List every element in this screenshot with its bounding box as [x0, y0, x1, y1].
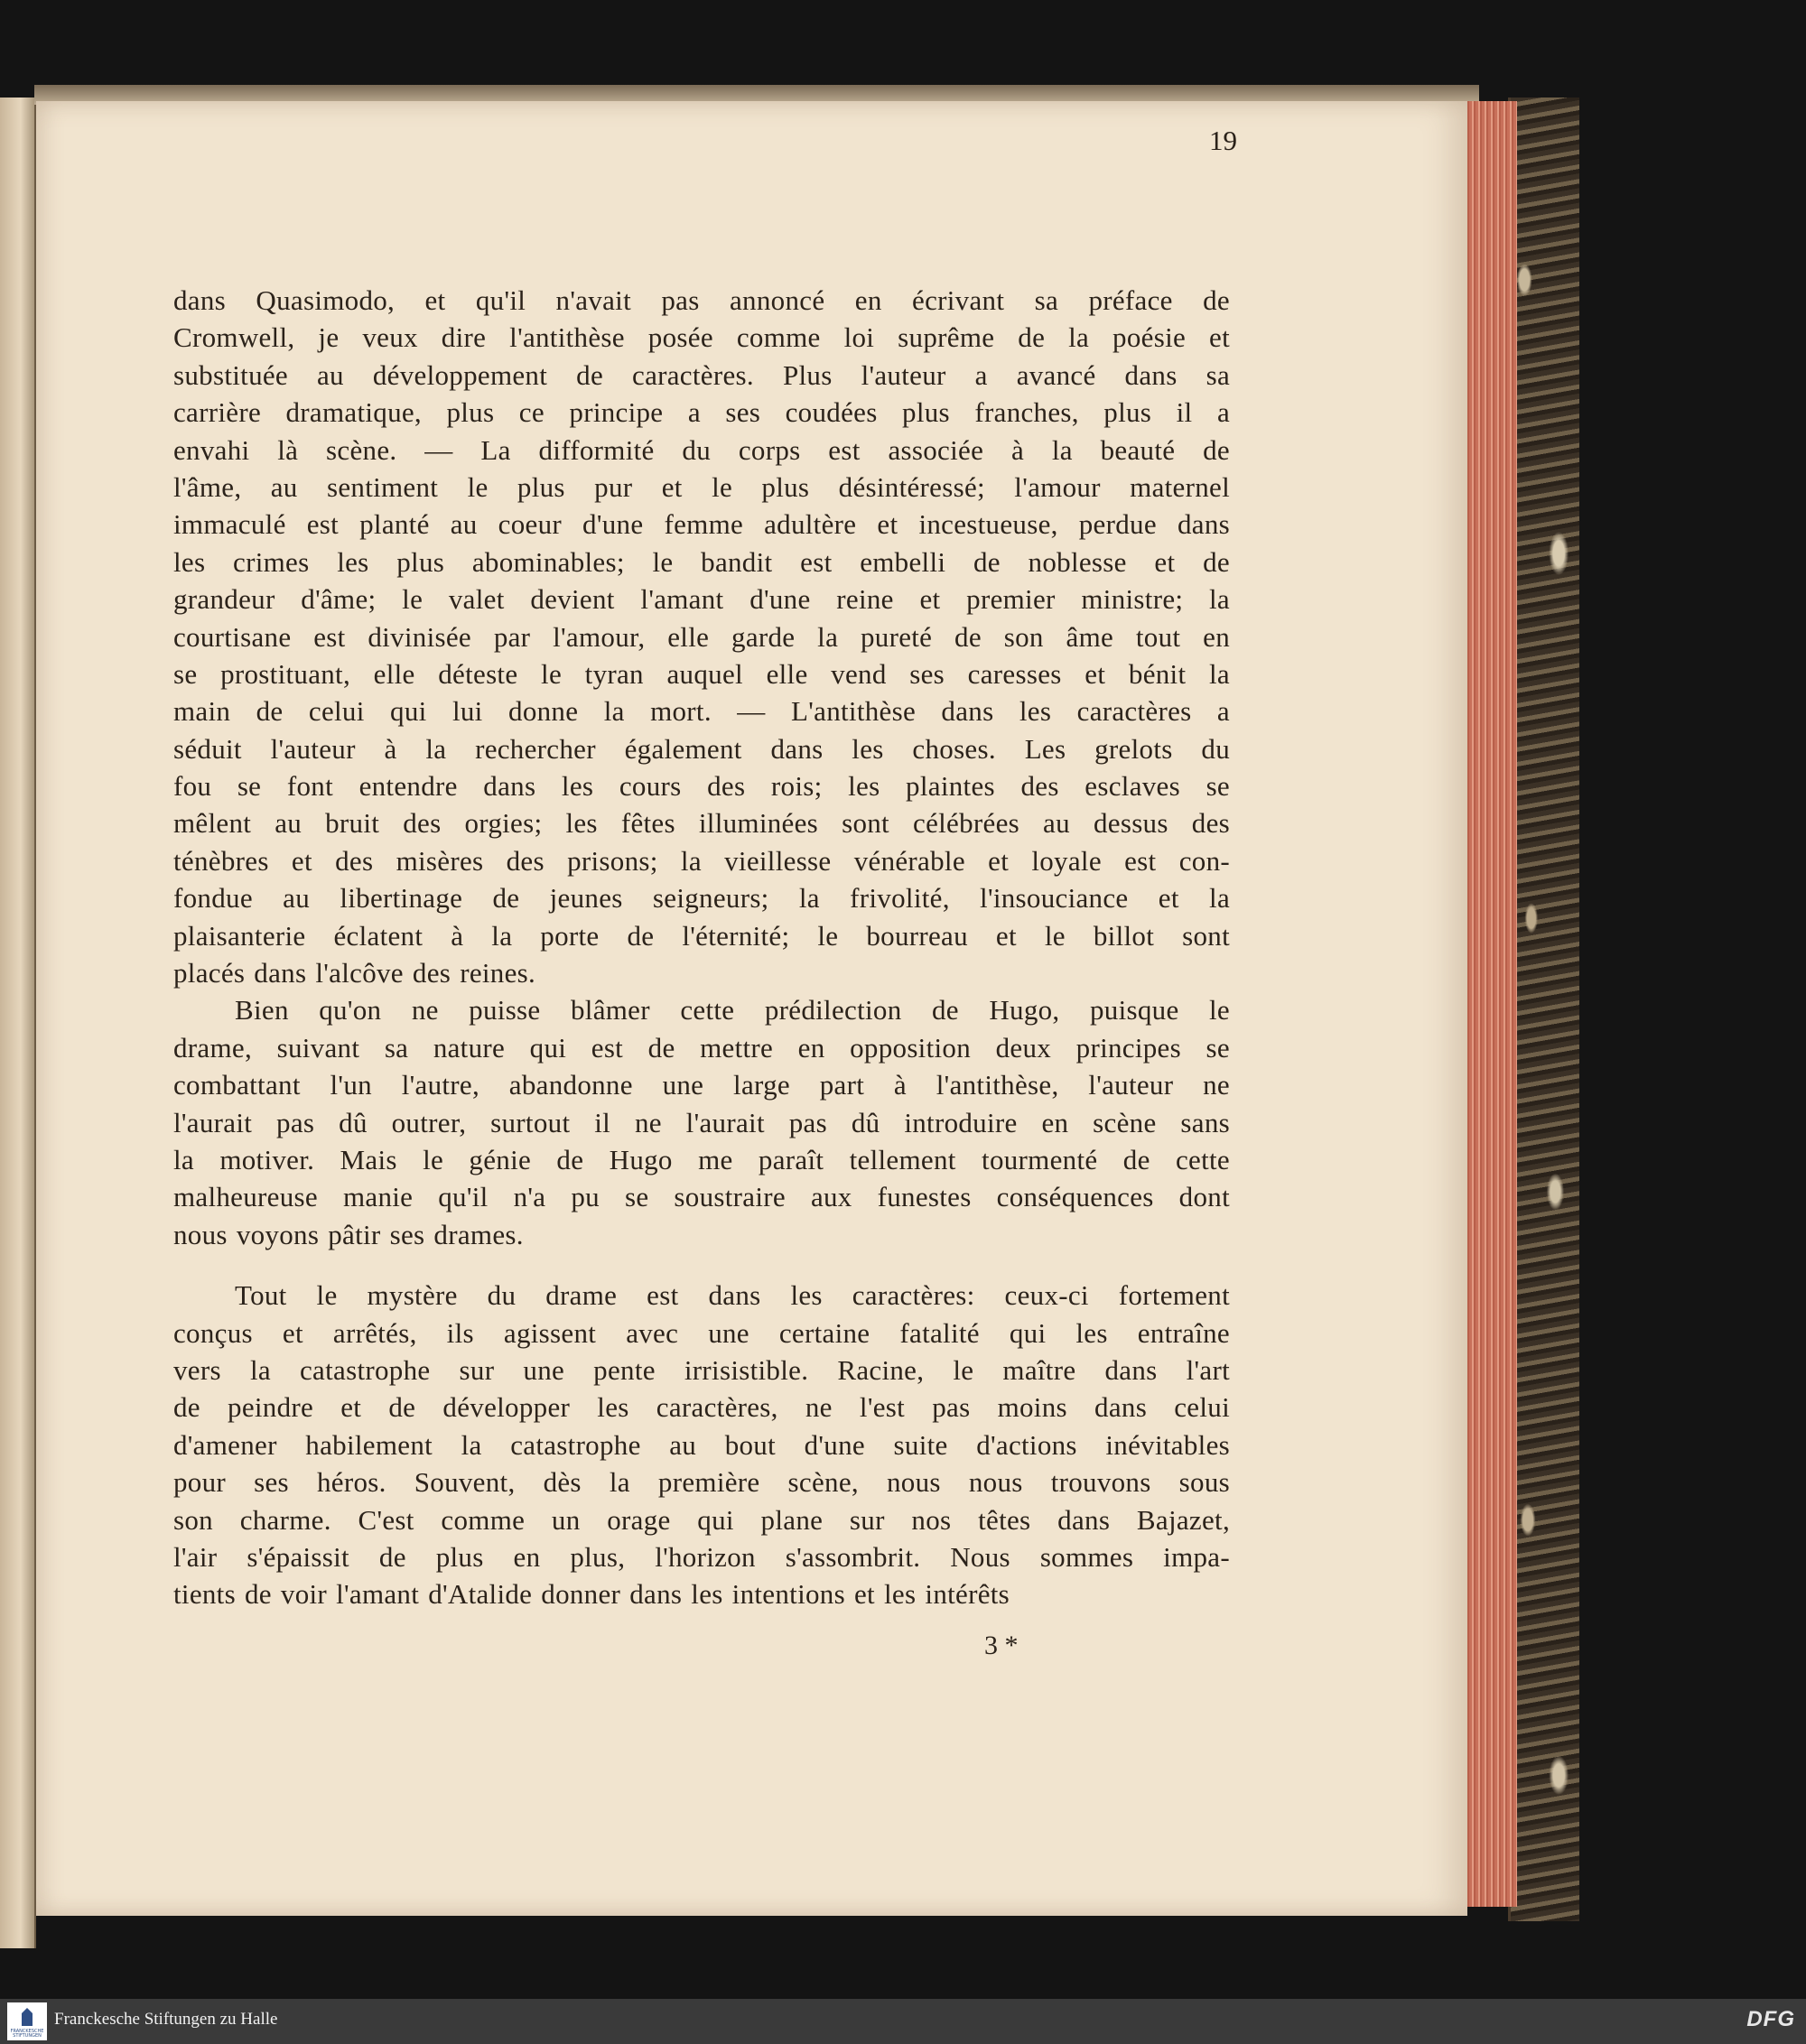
text-line: courtisane est divinisée par l'amour, elle garde la pureté de son âme tout en [173, 620, 1230, 653]
text-line: Tout le mystère du drame est dans les caractères: ceux-ci fortement [235, 1279, 1230, 1312]
paragraph-gap [173, 1253, 1230, 1277]
text-line: les crimes les plus abominables; le bandit est embelli de noblesse et de [173, 545, 1230, 578]
text-line: ténèbres et des misères des prisons; la vieillesse vénérable et loyale est con- [173, 844, 1230, 877]
text-line: placés dans l'alcôve des reines. [173, 957, 536, 989]
text-line: séduit l'auteur à la rechercher également dans les choses. Les grelots du [173, 732, 1230, 765]
text-line: l'aurait pas dû outrer, surtout il ne l'aurait pas dû introduire en scène sans [173, 1106, 1230, 1138]
body-text [173, 282, 1230, 1613]
signature-mark: 3 * [984, 1631, 1019, 1660]
paragraph [173, 1277, 1230, 1613]
red-page-edges [1461, 101, 1517, 1907]
text-line: pour ses héros. Souvent, dès la première scène, nous nous trouvons sous [173, 1466, 1230, 1499]
logo-text: FRANCKESCHE STIFTUNGEN [10, 2029, 44, 2039]
text-line: main de celui qui lui donne la mort. — L'antithèse dans les caractères a [173, 695, 1230, 728]
text-line: se prostituant, elle déteste le tyran auquel elle vend ses caresses et bénit la [173, 657, 1230, 690]
text-line: nous voyons pâtir ses drames. [173, 1218, 524, 1250]
text-line: malheureuse manie qu'il n'a pu se soustraire aux funestes conséquences dont [173, 1181, 1230, 1213]
text-line: mêlent au bruit des orgies; les fêtes illuminées sont célébrées au dessus des [173, 807, 1230, 840]
text-line: Cromwell, je veux dire l'antithèse posée comme loi suprême de la poésie et [173, 321, 1230, 354]
text-line: dans Quasimodo, et qu'il n'avait pas annoncé en écrivant sa préface de [173, 284, 1230, 316]
page-number: 19 [1209, 125, 1237, 156]
text-line: tients de voir l'amant d'Atalide donner dans les intentions et les intérêts [173, 1578, 1010, 1611]
text-line: plaisanterie éclatent à la porte de l'éternité; le bourreau et le billot sont [173, 919, 1230, 952]
text-line: la motiver. Mais le génie de Hugo me paraît tellement tourmenté de cette [173, 1143, 1230, 1175]
text-line: drame, suivant sa nature qui est de mettre en opposition deux principes se [173, 1031, 1230, 1064]
text-line: substituée au développement de caractères. Plus l'auteur a avancé dans sa [173, 358, 1230, 391]
text-line: immaculé est planté au coeur d'une femme adultère et incestueuse, perdue dans [173, 508, 1230, 541]
dfg-logo[interactable]: DFG [1746, 2007, 1795, 2031]
text-line: conçus et arrêtés, ils agissent avec une certaine fatalité qui les entraîne [173, 1316, 1230, 1349]
text-line: l'air s'épaissit de plus en plus, l'horizon s'assombrit. Nous sommes impa- [173, 1540, 1230, 1573]
building-icon [22, 2008, 33, 2026]
institution-logo[interactable] [7, 2002, 47, 2040]
institution-name: Franckesche Stiftungen zu Halle [54, 2010, 278, 2029]
text-line: carrière dramatique, plus ce principe a ses coudées plus franches, plus il a [173, 396, 1230, 429]
viewer-footer [0, 1999, 1806, 2044]
text-line: Bien qu'on ne puisse blâmer cette prédilection de Hugo, puisque le [235, 994, 1230, 1027]
text-line: son charme. C'est comme un orage qui plane sur nos têtes dans Bajazet, [173, 1503, 1230, 1536]
paragraph [173, 991, 1230, 1253]
text-line: fondue au libertinage de jeunes seigneurs; la frivolité, l'insouciance et la [173, 882, 1230, 915]
text-line: vers la catastrophe sur une pente irrisistible. Racine, le maître dans l'art [173, 1353, 1230, 1386]
marbled-cover-edge [1508, 98, 1579, 1921]
text-line: combattant l'un l'autre, abandonne une large part à l'antithèse, l'auteur ne [173, 1069, 1230, 1101]
text-line: d'amener habilement la catastrophe au bout d'une suite d'actions inévitables [173, 1428, 1230, 1461]
text-line: l'âme, au sentiment le plus pur et le plus désintéressé; l'amour maternel [173, 470, 1230, 503]
text-line: de peindre et de développer les caractères, ne l'est pas moins dans celui [173, 1391, 1230, 1424]
paragraph [173, 282, 1230, 991]
text-line: grandeur d'âme; le valet devient l'amant d'une reine et premier ministre; la [173, 583, 1230, 616]
left-page-edge [0, 98, 36, 1948]
text-line: fou se font entendre dans les cours des rois; les plaintes des esclaves se [173, 770, 1230, 803]
text-line: envahi là scène. — La difformité du corps est associée à la beauté de [173, 433, 1230, 466]
